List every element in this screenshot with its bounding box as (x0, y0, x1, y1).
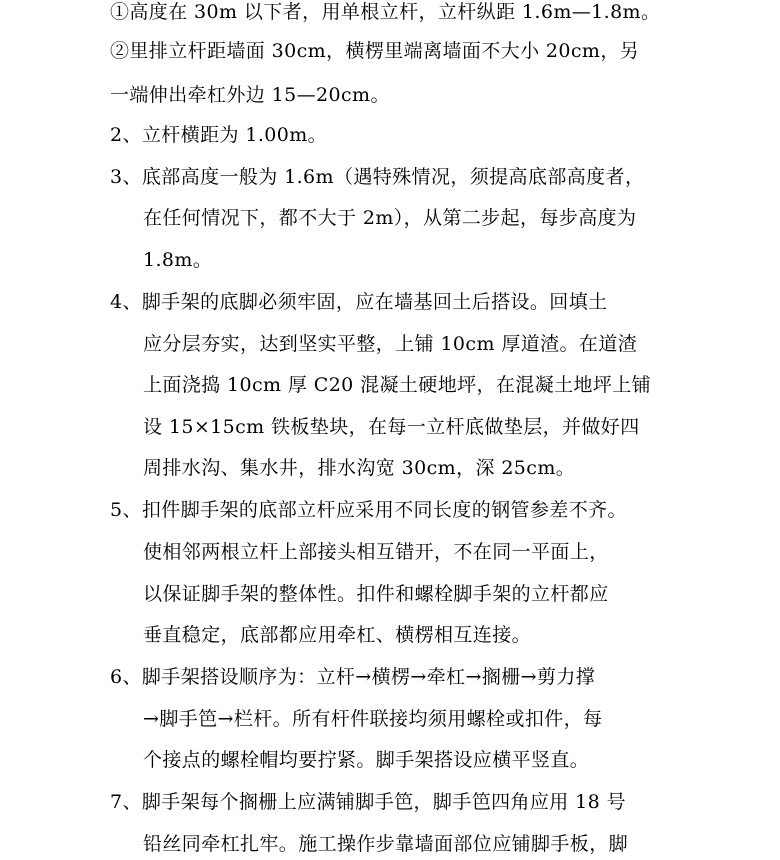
text-line-1: ①高度在 30m 以下者，用单根立杆，立杆纵距 1.6m—1.8m。 (110, 1, 661, 23)
text-line-9: 应分层夯实，达到坚实平整，上铺 10cm 厚道渣。在道渣 (143, 333, 638, 355)
text-line-2: ②里排立杆距墙面 30cm，横楞里端离墙面不大小 20cm，另 (110, 40, 640, 62)
text-line-11: 设 15×15cm 铁板垫块，在每一立杆底做垫层，并做好四 (143, 416, 640, 438)
text-line-4: 2、立杆横距为 1.00m。 (110, 124, 328, 146)
text-line-17: 6、脚手架搭设顺序为：立杆→横楞→牵杠→搁栅→剪力撑 (110, 666, 596, 688)
text-line-16: 垂直稳定，底部都应用牵杠、横楞相互连接。 (143, 624, 532, 646)
text-line-21: 铅丝同牵杠扎牢。施工操作步靠墙面部位应铺脚手板，脚 (143, 833, 629, 855)
text-line-7: 1.8m。 (143, 249, 213, 271)
text-line-15: 以保证脚手架的整体性。扣件和螺栓脚手架的立杆都应 (143, 583, 609, 605)
text-line-14: 使相邻两根立杆上部接头相互错开，不在同一平面上， (143, 541, 609, 563)
text-line-6: 在任何情况下，都不大于 2m），从第二步起，每步高度为 (143, 207, 637, 229)
text-line-8: 4、脚手架的底脚必须牢固，应在墙基回土后搭设。回填土 (110, 291, 608, 313)
text-line-3: 一端伸出牵杠外边 15—20cm。 (110, 84, 390, 106)
text-line-20: 7、脚手架每个搁栅上应满铺脚手笆，脚手笆四角应用 18 号 (110, 791, 626, 813)
text-line-13: 5、扣件脚手架的底部立杆应采用不同长度的钢管参差不齐。 (110, 499, 627, 521)
text-line-18: →脚手笆→栏杆。所有杆件联接均须用螺栓或扣件，每 (143, 708, 603, 730)
text-line-5: 3、底部高度一般为 1.6m（遇特殊情况，须提高底部高度者， (110, 166, 645, 188)
text-line-19: 个接点的螺栓帽均要拧紧。脚手架搭设应横平竖直。 (143, 749, 590, 771)
text-line-10: 上面浇捣 10cm 厚 C20 混凝土硬地坪，在混凝土地坪上铺 (143, 374, 652, 396)
text-line-12: 周排水沟、集水井，排水沟宽 30cm，深 25cm。 (143, 457, 576, 479)
